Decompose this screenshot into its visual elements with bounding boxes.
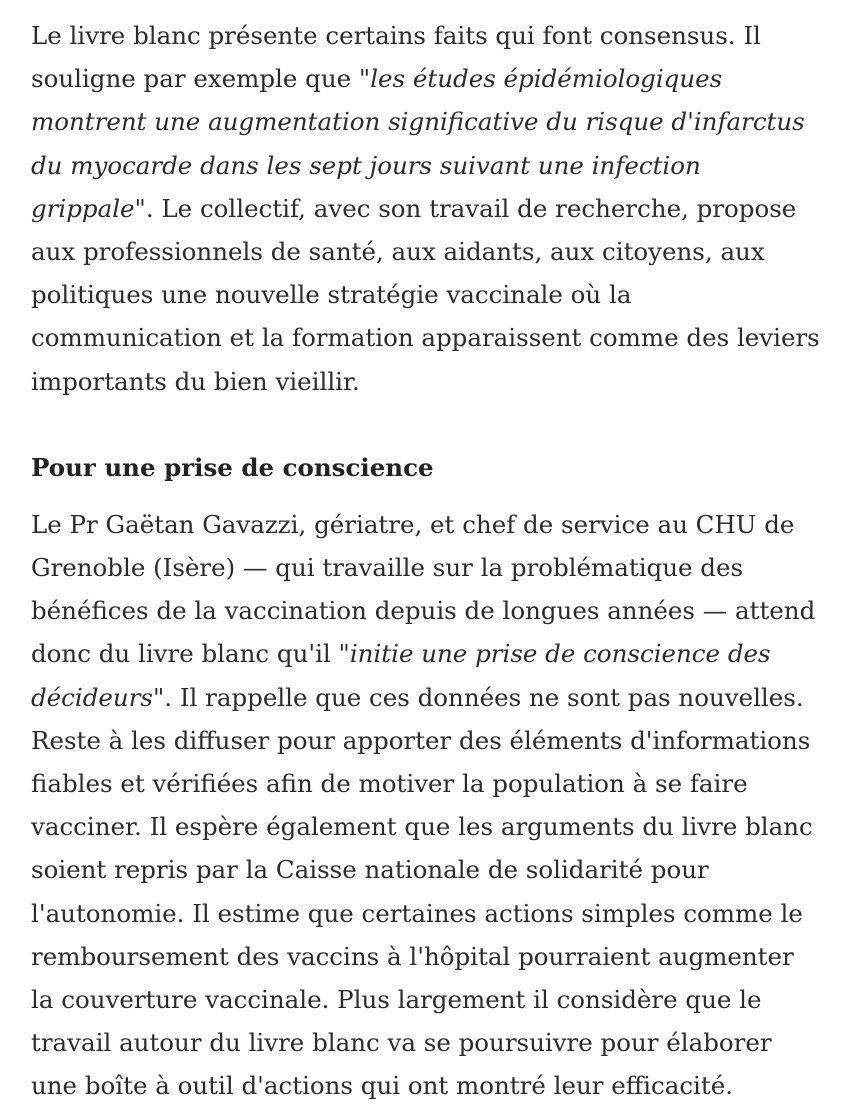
section-heading: Pour une prise de conscience: [31, 452, 434, 482]
paragraph-text: Le livre blanc présente certains faits qui font consensus. Il souligne par exemple que ": [31, 21, 761, 94]
article-body: [31, 14, 821, 1108]
article-paragraph: [31, 503, 821, 1108]
paragraph-text: ". Le collectif, avec son travail de recherche, propose aux professionnels de santé, aux aidants, aux citoyens, aux politiques une nouvelle stratégie vaccinale où la communication et la formation apparaissent comme des leviers importants du bien vieillir.: [31, 193, 820, 396]
paragraph-text: ". Il rappelle que ces données ne sont pas nouvelles. Reste à les diffuser pour apporter des éléments d'informations fiables et vérifiées afin de motiver la population à se faire vacciner. Il espère également que les arguments du livre blanc soient repris par la Caisse nationale de solidarité pour l'autonomie. Il estime que certaines actions simples comme le remboursement des vaccins à l'hôpital pourraient augmenter la couverture vaccinale. Plus largement il considère que le travail autour du livre blanc va se poursuivre pour élaborer une boîte à outil d'actions qui ont montré leur efficacité.: [31, 682, 813, 1101]
quote-text: les études épidémiologiques montrent une augmentation significative du risque d'infarctus du myocarde dans les sept jours suivant une infection grippale: [31, 64, 805, 223]
article-paragraph: [31, 14, 821, 403]
quote-text: initie une prise de conscience des décideurs: [31, 639, 771, 712]
paragraph-text: Le Pr Gaëtan Gavazzi, gériatre, et chef de service au CHU de Grenoble (Isère) — qui travaille sur la problématique des bénéfices de la vaccination depuis de longues années — attend donc du livre blanc qu'il ": [31, 509, 816, 669]
